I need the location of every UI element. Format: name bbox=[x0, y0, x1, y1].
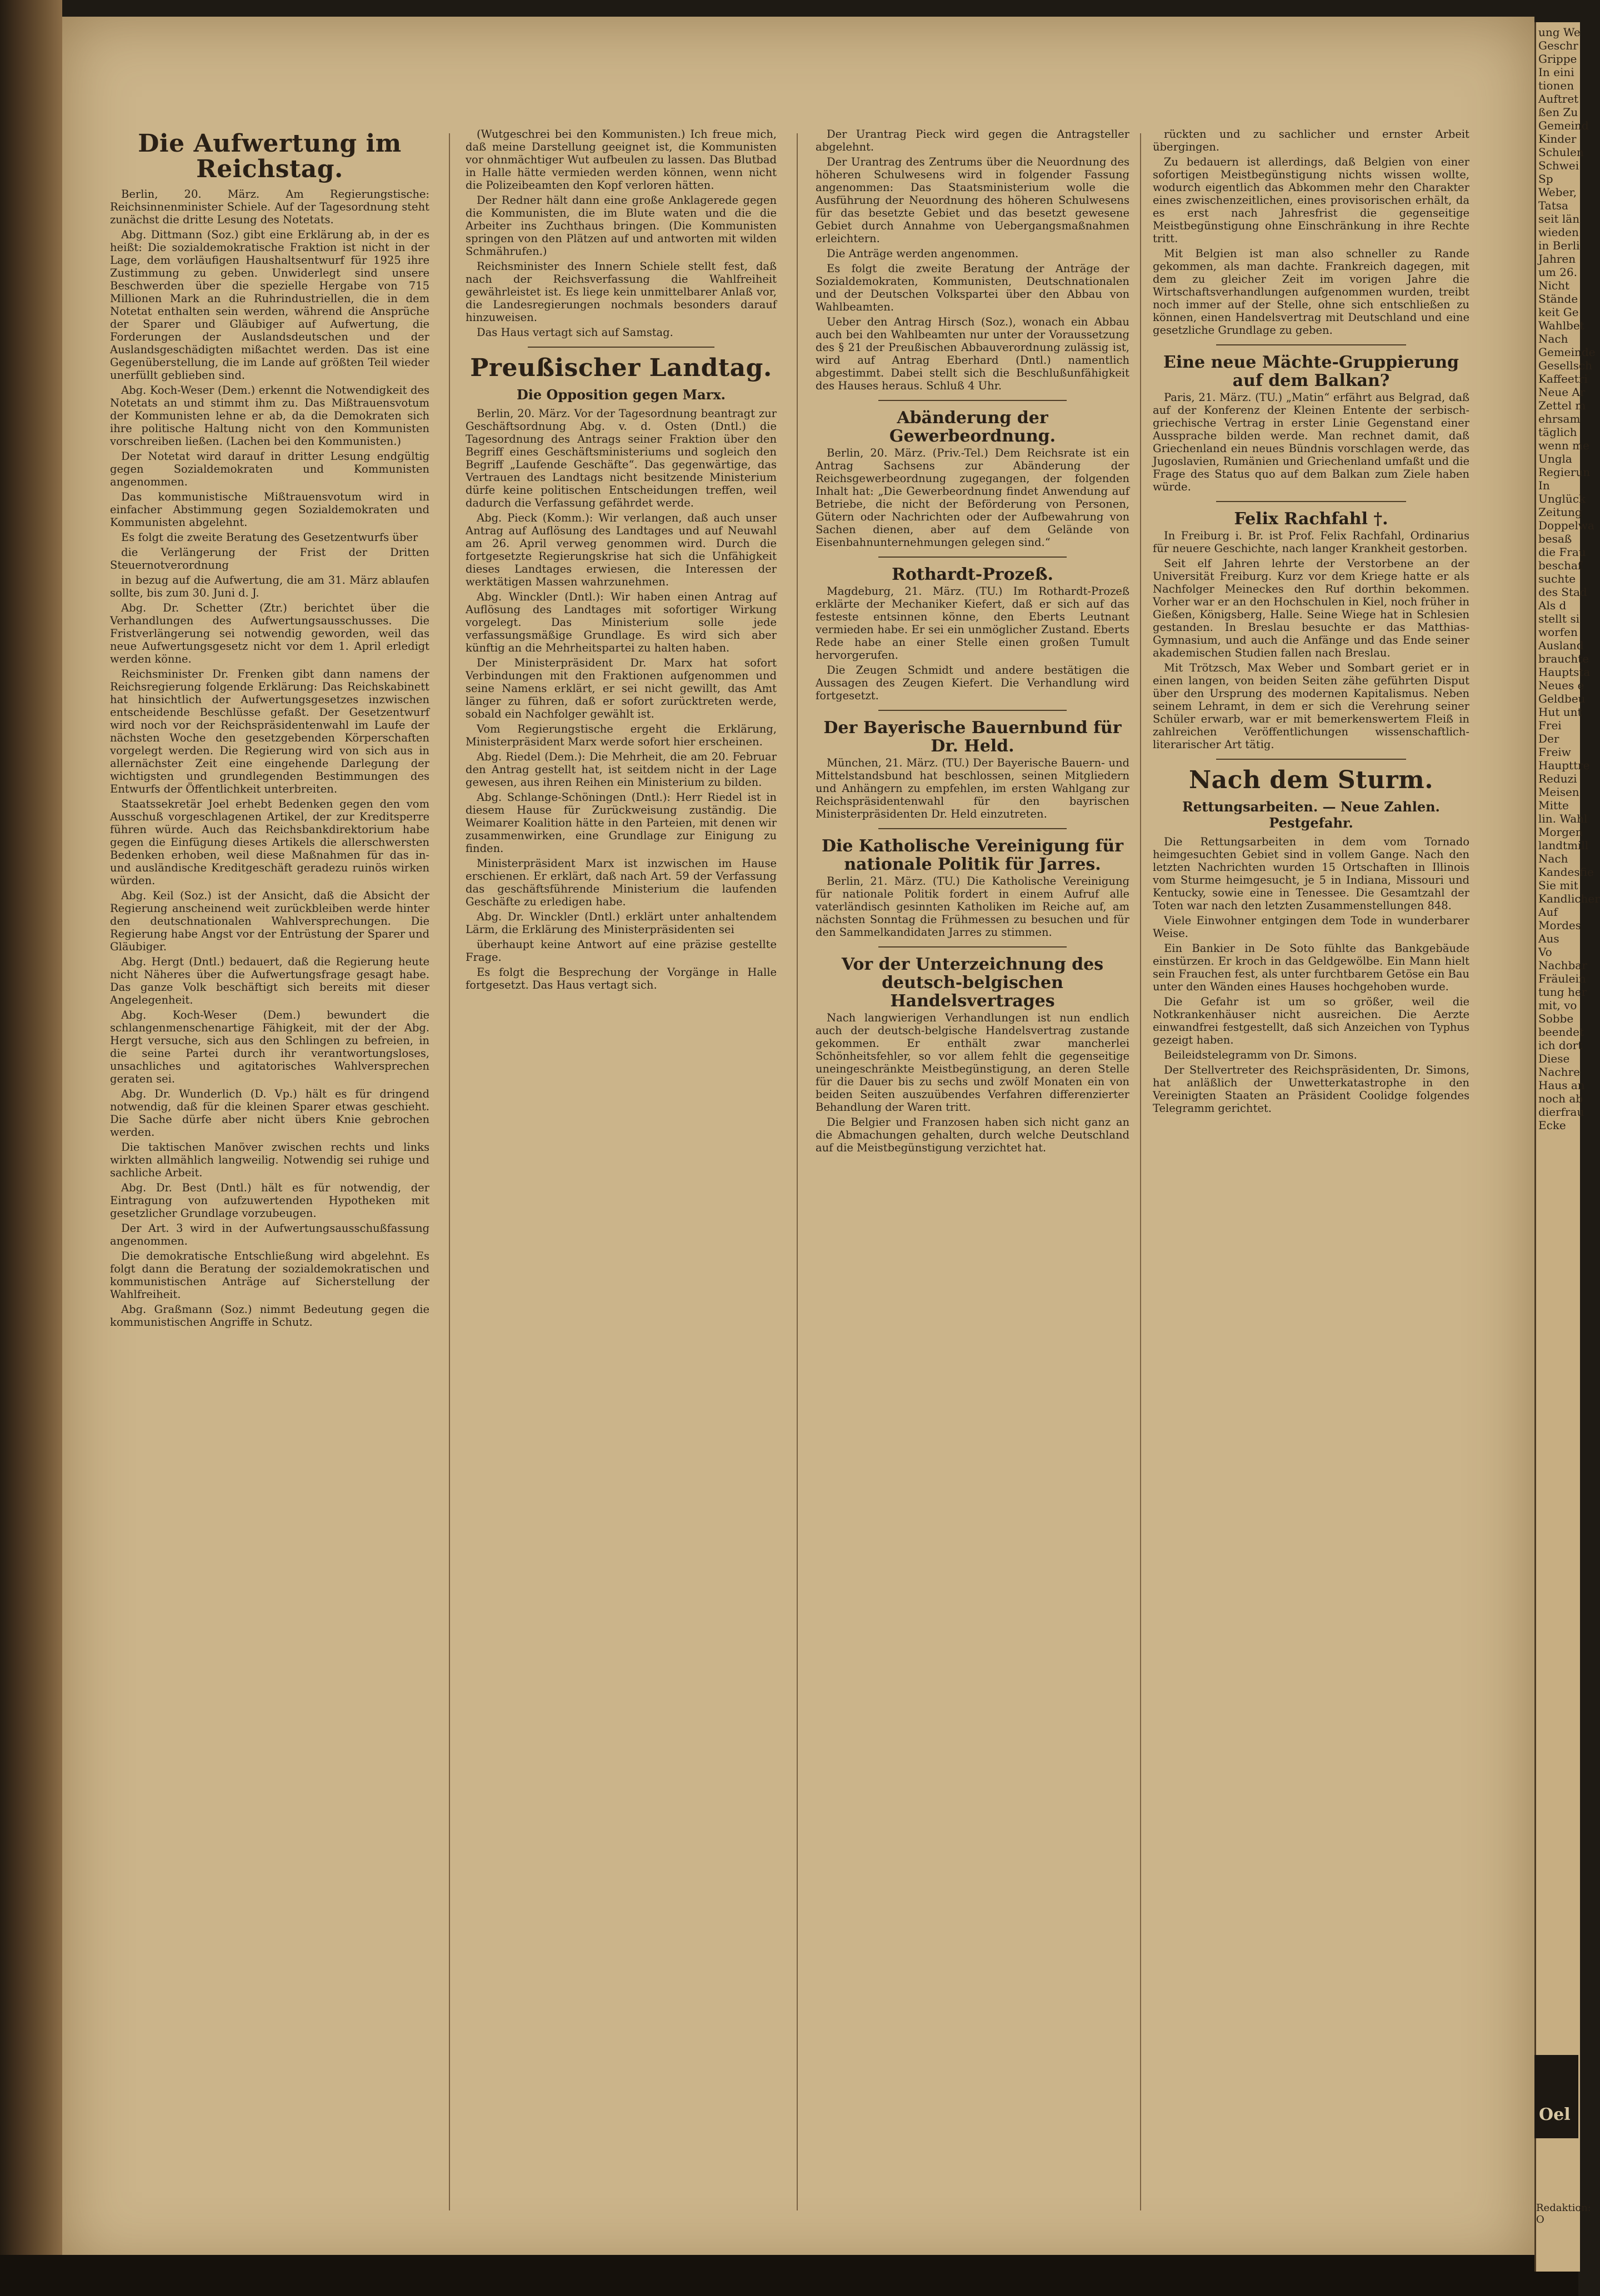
strip-line: mit, vo bbox=[1538, 999, 1577, 1012]
article-rachfahl bbox=[1153, 529, 1469, 751]
strip-line: In bbox=[1538, 479, 1550, 492]
paragraph: die Verlängerung der Frist der Dritten Steuernotverordnung bbox=[110, 546, 429, 572]
strip-line: suchte bbox=[1538, 572, 1576, 585]
paragraph: Das Haus vertagt sich auf Samstag. bbox=[477, 326, 673, 339]
paragraph: Es folgt die zweite Beratung des Gesetzentwurfs über bbox=[121, 531, 418, 544]
strip-line: Kaffeetri bbox=[1538, 372, 1588, 385]
headline-handelsvertrag: Vor der Unterzeichnung des deutsch-belgischen Handelsvertrages bbox=[841, 955, 1104, 1011]
divider bbox=[1216, 501, 1406, 502]
headline-balkan: Eine neue Mächte-Gruppierung auf dem Balkan? bbox=[1163, 353, 1459, 390]
strip-line: worfen bbox=[1538, 625, 1578, 639]
paragraph: Beileidstelegramm von Dr. Simons. bbox=[1164, 1049, 1357, 1062]
paragraph: Mit Trötzsch, Max Weber und Sombart geriet er in einen langen, von beiden Seiten zähe geführten Disput über den Ursprung des modernen Kapitalismus. Neben seinem Lehramt, in dem er sich die Verehrung seiner Schüler erwarb, war er mit bemerkenswertem Fleiß in zahlreichen Veröffentlichungen wissenschaftlich-literarischer Art tätig. bbox=[1153, 661, 1469, 751]
article-rothardt bbox=[816, 585, 1129, 702]
paragraph: Die demokratische Entschließung wird abgelehnt. Es folgt dann die Beratung der sozialdemokratischen und kommunistischen Anträge auf Sicherstellung der Wahlfreiheit. bbox=[110, 1250, 429, 1301]
strip-line: Weber, bbox=[1538, 186, 1577, 199]
column-4-top-text bbox=[1153, 128, 1469, 337]
paragraph: Vom Regierungstische ergeht die Erklärung, Ministerpräsident Marx werde sofort hier erscheinen. bbox=[466, 723, 777, 749]
column-2 bbox=[466, 128, 777, 2227]
strip-line: Fräulein bbox=[1538, 972, 1586, 985]
strip-line: ßen Zu bbox=[1538, 106, 1578, 119]
article-sturm bbox=[1153, 835, 1469, 1115]
advertisement-box bbox=[1534, 2055, 1578, 2138]
strip-line: Gemeinde bbox=[1538, 345, 1596, 359]
paragraph: Abg. Koch-Weser (Dem.) erkennt die Notwendigkeit des Notetats an und stimmt ihm zu. Das Mißtrauensvotum der Kommunisten lehne er ab, da die Demokraten sich ihre politische Haltung nicht von den Kommunisten vorschreiben ließen. (Lachen bei den Kommunisten.) bbox=[110, 384, 429, 448]
adjacent-page-strip bbox=[1534, 22, 1600, 2272]
paragraph: Abg. Koch-Weser (Dem.) bewundert die schlangenmenschenartige Fähigkeit, mit der der Abg. Hergt versuche, sich aus den Schlingen zu befreien, in die seine Partei durch ihr verantwortungsloses, unsachliches und agitatorisches Wahlversprechen geraten sei. bbox=[110, 1009, 429, 1086]
adjacent-page-footer: Redaktion: O bbox=[1536, 2202, 1591, 2225]
strip-line: Haus an bbox=[1538, 1079, 1585, 1092]
strip-line: Jahren bbox=[1538, 252, 1576, 265]
paragraph: Die Belgier und Franzosen haben sich nicht ganz an die Abmachungen gehalten, durch welche Deutschland auf die Meistbegünstigung verzichtet hat. bbox=[816, 1116, 1129, 1154]
paragraph: Nach langwierigen Verhandlungen ist nun endlich auch der deutsch-belgische Handelsvertrag zustande gekommen. Er enthält zwar mancherlei Schönheitsfehler, so vor allem fehlt die gegenseitige uneingeschränkte Meistbegünstigung, an deren Stelle für die Dauer bis zu sechs und zwölf Monaten ein von beiden Seiten auszuübendes Verfahren differenzierter Behandlung der Waren tritt. bbox=[816, 1011, 1129, 1114]
paragraph: Berlin, 20. März. (Priv.-Tel.) Dem Reichsrate ist ein Antrag Sachsens zur Abänderung der Reichsgewerbeordnung zugegangen, der folgenden Inhalt hat: „Die Gewerbeordnung findet Anwendung auf Betriebe, die nicht der Beförderung von Personen, Gütern oder Nachrichten oder der Aufbewahrung von Sachen dienen, aber auf dem Gelände von Eisenbahnunternehmungen gelegen sind.“ bbox=[816, 447, 1129, 549]
paragraph: Abg. Hergt (Dntl.) bedauert, daß die Regierung heute nicht Näheres über die Aufwertungsfrage gesagt habe. Das ganze Volk beschäftigt sich bereits mit dieser Angelegenheit. bbox=[110, 955, 429, 1007]
column-2-text bbox=[466, 407, 777, 991]
strip-line: wenn me bbox=[1538, 439, 1589, 452]
paragraph: Abg. Dr. Wunderlich (D. Vp.) hält es für dringend notwendig, daß für die kleinen Sparer etwas geschieht. Die Sache dürfe aber nicht übers Knie gebrochen werden. bbox=[110, 1087, 429, 1139]
divider bbox=[878, 946, 1067, 948]
column-1-text bbox=[110, 188, 429, 1329]
strip-line: besaß bbox=[1538, 532, 1572, 545]
strip-line: Auf bbox=[1538, 905, 1558, 919]
divider bbox=[878, 828, 1067, 829]
strip-line: Gesellsch bbox=[1538, 359, 1593, 372]
headline-aufwertung: Die Aufwertung im Reichstag. bbox=[138, 129, 402, 184]
paragraph: rückten und zu sachlicher und ernster Arbeit übergingen. bbox=[1153, 128, 1469, 153]
strip-line: landtmill bbox=[1538, 839, 1589, 852]
strip-line: Nachbar bbox=[1538, 959, 1587, 972]
strip-line: Aus bbox=[1538, 932, 1559, 945]
strip-line: Kandesfie bbox=[1538, 865, 1594, 879]
strip-line: Regierun bbox=[1538, 465, 1591, 479]
paragraph: Staatssekretär Joel erhebt Bedenken gegen den vom Ausschuß vorgeschlagenen Artikel, der zur Kreditsperre führen würde. Auch das Reichsbankdirektorium habe gegen die Einfügung dieses Artikels die allerschwersten Bedenken erhoben, weil diese Maßnahmen für das in- und ausländische Kreditgeschäft geradezu ruinös wirken würden. bbox=[110, 798, 429, 888]
headline-bauernbund: Der Bayerische Bauernbund für Dr. Held. bbox=[823, 718, 1122, 756]
strip-line: tung her bbox=[1538, 985, 1587, 999]
paragraph: Abg. Dittmann (Soz.) gibt eine Erklärung ab, in der es heißt: Die sozialdemokratische Fraktion ist nicht in der Lage, dem vorläufigen Haushaltsentwurf für 1925 ihre Zustimmung zu geben. Unwiderlegt sind unsere Beschwerden über die spezielle Hergabe von 715 Millionen Mark an die Ruhrindustriellen, die in dem Notetat enthalten sein werden, während die Ansprüche der Sparer und Gläubiger auf Aufwertung, die Forderungen der Auslandsdeutschen und der Auslandsgeschädigten mißachtet werden. Das ist eine Gegenüberstellung, die im Lande auf größten Teil wieder unerfüllt geblieben sind. bbox=[110, 228, 429, 382]
strip-line: seit län bbox=[1538, 212, 1580, 225]
divider bbox=[1216, 344, 1406, 345]
divider bbox=[878, 400, 1067, 401]
paragraph: Der Notetat wird darauf in dritter Lesung endgültig gegen Sozialdemokraten und Kommunisten angenommen. bbox=[110, 450, 429, 489]
subhead-opposition: Die Opposition gegen Marx. bbox=[516, 387, 726, 403]
strip-line: stellt si bbox=[1538, 612, 1579, 625]
strip-line: Nach bbox=[1538, 332, 1568, 345]
paragraph: überhaupt keine Antwort auf eine präzise gestellte Frage. bbox=[466, 938, 777, 964]
paragraph: Magdeburg, 21. März. (TU.) Im Rothardt-Prozeß erklärte der Mechaniker Kiefert, daß er sich auf das festeste entsinnen könne, den Eberts Leutnant vermieden habe. Er sei ein unmöglicher Zustand. Eberts Rede habe an einer Stelle einen großen Tumult hervorgerufen. bbox=[816, 585, 1129, 661]
strip-line: ehrsam bbox=[1538, 412, 1581, 425]
paragraph: Zu bedauern ist allerdings, daß Belgien von einer sofortigen Meistbegünstigung nichts wissen wollte, wodurch eigentlich das Abkommen mehr den Charakter eines zwischenzeitlichen, eines provisorischen erhält, da es erst nach Jahresfrist die gegenseitige Meistbegünstigung ohne Einschränkung in ihre Rechte tritt. bbox=[1153, 156, 1469, 245]
paragraph: Ueber den Antrag Hirsch (Soz.), wonach ein Abbau auch bei den Wahlbeamten nur unter der Voraussetzung des § 21 der Preußischen Abbauverordnung zulässig ist, wird auf Antrag Eberhard (Dntl.) namentlich abgestimmt. Dabei stellt sich die Beschlußunfähigkeit des Hauses heraus. Schluß 4 Uhr. bbox=[816, 315, 1129, 392]
strip-line: ung We bbox=[1538, 26, 1581, 39]
strip-line: Der bbox=[1538, 732, 1559, 745]
strip-line: ich dort bbox=[1538, 1039, 1583, 1052]
paragraph: Der Urantrag des Zentrums über die Neuordnung des höheren Schulwesens wird in folgender Fassung angenommen: Das Staatsministerium wolle die Ausführung der Neuordnung des höheren Schulwesens für das besetzte Gebiet und das besetzt gewesene Gebiet durch Annahme von Uebergangsmaßnahmen erleichtern. bbox=[816, 156, 1129, 245]
strip-line: Sobbe bbox=[1538, 1012, 1574, 1025]
strip-line: Geldbeu bbox=[1538, 692, 1586, 705]
column-rule-1 bbox=[449, 133, 450, 2210]
strip-line: brauchte bbox=[1538, 652, 1589, 665]
headline-landtag: Preußischer Landtag. bbox=[470, 354, 772, 382]
paragraph: Berlin, 21. März. (TU.) Die Katholische Vereinigung für nationale Politik fordert in einem Aufruf alle vaterländisch gesinnten Katholiken im Reiche auf, am nächsten Sonntag die Frühmessen zu besuchen und für den Sammelkandidaten Jarres zu stimmen. bbox=[816, 875, 1129, 939]
strip-line: dierfrau bbox=[1538, 1105, 1584, 1119]
strip-line: um 26. bbox=[1538, 265, 1578, 279]
headline-gewerbeordnung: Abänderung der Gewerbeordnung. bbox=[889, 408, 1056, 446]
paragraph: Der Redner hält dann eine große Anklagerede gegen die Kommunisten, die im Blute waten und die die Arbeiter ins Zuchthaus bringen. (Die Kommunisten springen von den Plätzen auf und antworten mit wilden Schmährufen.) bbox=[466, 194, 777, 258]
strip-line: tionen bbox=[1538, 79, 1574, 92]
paragraph: Reichsminister Dr. Frenken gibt dann namens der Reichsregierung folgende Erklärung: Das Reichskabinett hat hinsichtlich der Aufwertungsgesetzes inzwischen entscheidende Beschlüsse gefaßt. Der Gesetzentwurf wird noch vor der Reichspräsidentenwahl im Laufe der nächsten Woche den gesetzgebenden Körperschaften vorgelegt werden. Die Regierung wird von sich aus in allernächster Zeit eine eingehende Darlegung der wichtigsten und grundlegenden Bestimmungen des Entwurfs der Öffentlichkeit unterbreiten. bbox=[110, 668, 429, 796]
strip-line: Vo bbox=[1538, 945, 1552, 959]
paragraph: Paris, 21. März. (TU.) „Matin“ erfährt aus Belgrad, daß auf der Konferenz der Kleinen Entente der serbisch-griechische Vertrag in erster Linie Gegenstand einer Aussprache bilden werde. Man rechnet damit, daß Griechenland ein neues Bündnis vorschlagen werde, das Jugoslavien, Rumänien und Griechenland umfaßt und die Frage des Status quo auf dem Balkan zum Ziele haben würde. bbox=[1153, 391, 1469, 493]
headline-rothardt: Rothardt-Prozeß. bbox=[892, 565, 1053, 584]
column-2-top-text bbox=[466, 128, 777, 339]
headline-rachfahl: Felix Rachfahl †. bbox=[1234, 509, 1388, 529]
paragraph: Abg. Dr. Best (Dntl.) hält es für notwendig, der Eintragung von aufzuwertenden Hypotheken mit gesetzlicher Grundlage vorzubeugen. bbox=[110, 1181, 429, 1220]
strip-line: beendet bbox=[1538, 1025, 1584, 1039]
paragraph: Seit elf Jahren lehrte der Verstorbene an der Universität Freiburg. Kurz vor dem Kriege hatte er als Nachfolger Meineckes den Ruf dorthin bekommen. Vorher war er an den Hochschulen in Kiel, noch früher in Gießen, Königsberg, Halle. Seine Wiege hat in Schlesien gestanden. In Breslau besuchte er das Matthias-Gymnasium, und auch die Anfänge und das Ende seiner akademischen Studien fallen nach Breslau. bbox=[1153, 557, 1469, 659]
divider bbox=[528, 347, 714, 348]
strip-line: Ausland bbox=[1538, 639, 1584, 652]
paragraph: Die taktischen Manöver zwischen rechts und links wirkten allmählich langweilig. Notwendig sei ruhige und sachliche Arbeit. bbox=[110, 1141, 429, 1180]
headline-katholische-vereinigung: Die Katholische Vereinigung für nationale Politik für Jarres. bbox=[821, 836, 1124, 874]
paragraph: In Freiburg i. Br. ist Prof. Felix Rachfahl, Ordinarius für neuere Geschichte, nach langer Krankheit gestorben. bbox=[1153, 529, 1469, 555]
paragraph: Abg. Winckler (Dntl.): Wir haben einen Antrag auf Auflösung des Landtages mit sofortiger Wirkung vorgelegt. Das Ministerium solle jede verfassungsmäßige Grundlage. Es wird sich aber künftig an die Mehrheitspartei zu halten haben. bbox=[466, 590, 777, 655]
strip-line: Mordes bbox=[1538, 919, 1581, 932]
strip-line: des Stad bbox=[1538, 585, 1587, 599]
column-rule-2 bbox=[797, 133, 798, 2210]
strip-line: keit Ge bbox=[1538, 305, 1579, 319]
paragraph: Der Ministerpräsident Dr. Marx hat sofort Verbindungen mit den Fraktionen aufgenommen und seine Namens erklärt, er sei nicht gewillt, das Amt länger zu führen, daß er sofort zurücktreten werde, sobald ein Nachfolger gewählt ist. bbox=[466, 656, 777, 721]
divider bbox=[1216, 759, 1406, 760]
strip-line: Nicht bbox=[1538, 279, 1570, 292]
adjacent-page-text bbox=[1536, 22, 1600, 1135]
article-handelsvertrag bbox=[816, 1011, 1129, 1154]
column-3 bbox=[816, 128, 1129, 2227]
article-balkan bbox=[1153, 391, 1469, 493]
strip-line: Doppelwa bbox=[1538, 519, 1594, 532]
column-1 bbox=[110, 128, 429, 2227]
paragraph: Abg. Pieck (Komm.): Wir verlangen, daß auch unser Antrag auf Auflösung des Landtages und auf Neuwahl am 26. April verweg genommen wird. Durch die fortgesetzte Regierungskrise hat sich die Unfähigkeit dieses Landtages erwiesen, die Interessen der werktätigen Massen wahrzunehmen. bbox=[466, 512, 777, 589]
advertisement-text: Oel bbox=[1539, 2105, 1571, 2124]
strip-line: Sie mit bbox=[1538, 879, 1578, 892]
strip-line: Grippe bbox=[1538, 52, 1577, 66]
headline-sturm: Nach dem Sturm. bbox=[1188, 766, 1434, 794]
strip-line: Auftret bbox=[1538, 92, 1579, 106]
strip-line: wieden bbox=[1538, 225, 1579, 239]
strip-line: Schwei bbox=[1538, 159, 1579, 172]
strip-line: Nach bbox=[1538, 852, 1568, 865]
paragraph: Die Gefahr ist um so größer, weil die Notkrankenhäuser nicht ausreichen. Die Aerzte einwandfrei festgestellt, daß sich Anzeichen von Typhus gezeigt haben. bbox=[1153, 995, 1469, 1047]
paragraph: Der Stellvertreter des Reichspräsidenten, Dr. Simons, hat anläßlich der Unwetterkatastrophe in den Vereinigten Staaten an Präsident Coolidge folgendes Telegramm gerichtet. bbox=[1153, 1064, 1469, 1115]
strip-line: Ecke bbox=[1538, 1119, 1566, 1132]
paragraph: Abg. Graßmann (Soz.) nimmt Bedeutung gegen die kommunistischen Angriffe in Schutz. bbox=[110, 1303, 429, 1329]
strip-line: Freiw bbox=[1538, 745, 1571, 759]
strip-line: Mitte bbox=[1538, 799, 1569, 812]
paragraph: Reichsminister des Innern Schiele stellt fest, daß nach der Reichsverfassung die Wahlfreiheit gewährleistet ist. Es liege kein unmittelbarer Anlaß vor, die Landesregierungen nochmals besonders darauf hinzuweisen. bbox=[466, 260, 777, 324]
paragraph: Mit Belgien ist man also schneller zu Rande gekommen, als man dachte. Frankreich dagegen, mit dem zu gleicher Zeit im vorigen Jahre die Wirtschaftsverhandlungen aufgenommen wurden, treibt noch immer auf der Stelle, ohne sich entschließen zu können, einen Handelsvertrag mit Deutschland und eine gesetzliche Grundlage zu geben. bbox=[1153, 247, 1469, 337]
column-3-top-text bbox=[816, 128, 1129, 392]
paragraph: Das kommunistische Mißtrauensvotum wird in einfacher Abstimmung gegen Sozialdemokraten und Kommunisten abgelehnt. bbox=[110, 490, 429, 529]
strip-line: Sp bbox=[1538, 172, 1553, 186]
paragraph: (Wutgeschrei bei den Kommunisten.) Ich freue mich, daß meine Darstellung geeignet ist, die Kommunisten vor ohnmächtiger Wut aufbeulen zu lassen. Das Blutbad in Halle hätte vermieden werden können, wenn nicht die Polizeibeamten den Kopf verloren hätten. bbox=[466, 128, 777, 192]
strip-line: Gemeind bbox=[1538, 119, 1589, 132]
strip-line: Als d bbox=[1538, 599, 1567, 612]
strip-line: noch ab bbox=[1538, 1092, 1583, 1105]
strip-line: Unglück bbox=[1538, 492, 1586, 505]
strip-line: In eini bbox=[1538, 66, 1574, 79]
divider bbox=[878, 557, 1067, 558]
strip-line: Stände bbox=[1538, 292, 1578, 305]
strip-line: Geschr bbox=[1538, 39, 1578, 52]
strip-line: Zettel m bbox=[1538, 399, 1586, 412]
paragraph: Der Art. 3 wird in der Aufwertungsausschußfassung angenommen. bbox=[110, 1222, 429, 1248]
strip-line: Tatsa bbox=[1538, 199, 1568, 212]
paragraph: Berlin, 20. März. Vor der Tagesordnung beantragt zur Geschäftsordnung Abg. v. d. Osten (Dntl.) die Tagesordnung des Antrags seiner Fraktion über den Begriff eines Geschäftsministeriums und sogleich den Begriff „Laufende Geschäfte“. Das gegenwärtige, das Vertrauen des Landtags nicht besitzende Ministerium dürfe keine politischen Entscheidungen treffen, weil dadurch die Verfassung gefährdet werde. bbox=[466, 407, 777, 510]
paragraph: Abg. Riedel (Dem.): Die Mehrheit, die am 20. Februar den Antrag gestellt hat, ist seitdem nicht in der Lage gewesen, aus ihren Reihen ein Ministerium zu bilden. bbox=[466, 750, 777, 789]
paragraph: Ministerpräsident Marx ist inzwischen im Hause erschienen. Er erklärt, daß nach Art. 59 der Verfassung das geschäftsführende Ministerium die laufenden Geschäfte zu erledigen habe. bbox=[466, 857, 777, 909]
book-binding bbox=[0, 0, 62, 2296]
strip-line: Hut unt bbox=[1538, 705, 1582, 719]
strip-line: Zeitung bbox=[1538, 505, 1582, 519]
strip-line: Kinder bbox=[1538, 132, 1577, 146]
strip-line: in Berli bbox=[1538, 239, 1580, 252]
strip-line: lin. Wahl bbox=[1538, 812, 1588, 825]
divider bbox=[878, 710, 1067, 711]
paragraph: Es folgt die zweite Beratung der Anträge der Sozialdemokraten, Kommunisten, Deutschnationalen und der Deutschen Volkspartei über den Abbau von Wahlbeamten. bbox=[816, 262, 1129, 313]
strip-line: Wahlbet bbox=[1538, 319, 1584, 332]
column-rule-3 bbox=[1140, 133, 1141, 2210]
paragraph: Ein Bankier in De Soto fühlte das Bankgebäude einstürzen. Er kroch in das Geldgewölbe. Ein Mann hielt sein Frauchen fest, als unter furchtbarem Getöse ein Bau unter den Wänden eines Hauses hochgehoben wurde. bbox=[1153, 942, 1469, 994]
strip-line: Ungla bbox=[1538, 452, 1572, 465]
column-4 bbox=[1153, 128, 1469, 2227]
strip-line: Neues e bbox=[1538, 679, 1584, 692]
strip-line: Reduzi bbox=[1538, 772, 1577, 785]
article-katholische-vereinigung bbox=[816, 875, 1129, 939]
article-bauernbund bbox=[816, 756, 1129, 820]
strip-line: beschaf bbox=[1538, 559, 1582, 572]
strip-line: Neue Ar bbox=[1538, 385, 1586, 399]
strip-line: Morgen bbox=[1538, 825, 1583, 839]
paragraph: München, 21. März. (TU.) Der Bayerische Bauern- und Mittelstandsbund hat beschlossen, seinen Mitgliedern und Anhängern zu empfehlen, im ersten Wahlgang zur Reichspräsidentenwahl für den bayrischen Ministerpräsidenten Dr. Held einzutreten. bbox=[816, 756, 1129, 820]
paragraph: Der Urantrag Pieck wird gegen die Antragsteller abgelehnt. bbox=[816, 128, 1129, 153]
paragraph: Abg. Keil (Soz.) ist der Ansicht, daß die Absicht der Regierung anscheinend weit zurückbleiben werde hinter den deutschnationalen Wahlversprechungen. Die Regierung habe Angst vor der Entrüstung der Sparer und Gläubiger. bbox=[110, 889, 429, 954]
strip-line: Nachre bbox=[1538, 1065, 1580, 1079]
page-bottom-shadow bbox=[0, 2255, 1578, 2296]
paragraph: Berlin, 20. März. Am Regierungstische: Reichsinnenminister Schiele. Auf der Tagesordnung steht zunächst die dritte Lesung des Notetats. bbox=[110, 188, 429, 227]
strip-line: Schulen bbox=[1538, 146, 1584, 159]
strip-line: täglich bbox=[1538, 425, 1577, 439]
paragraph: in bezug auf die Aufwertung, die am 31. März ablaufen sollte, bis zum 30. Juni d. J. bbox=[110, 574, 429, 600]
strip-line: Haupttre bbox=[1538, 759, 1590, 772]
paragraph: Die Zeugen Schmidt und andere bestätigen die Aussagen des Zeugen Kiefert. Die Verhandlung wird fortgesetzt. bbox=[816, 664, 1129, 702]
subhead-sturm: Rettungsarbeiten. — Neue Zahlen. Pestgefahr. bbox=[1182, 799, 1440, 831]
paragraph: Die Rettungsarbeiten in dem vom Tornado heimgesuchten Gebiet sind in vollem Gange. Nach den letzten Nachrichten wurden 15 Ortschaften in Illinois vom Sturme heimgesucht, je 5 in Indiana, Missouri und Kentucky, sowie eine in Tenessee. Die Gesamtzahl der Toten war nach den letzten Zusammenstellungen 848. bbox=[1153, 835, 1469, 913]
paragraph: Die Anträge werden angenommen. bbox=[827, 247, 1019, 260]
strip-line: Meisen bbox=[1538, 785, 1579, 799]
strip-line: die Frau bbox=[1538, 545, 1586, 559]
strip-line: Frei bbox=[1538, 719, 1562, 732]
strip-line: Kandlicher bbox=[1538, 892, 1600, 905]
paragraph: Viele Einwohner entgingen dem Tode in wunderbarer Weise. bbox=[1153, 914, 1469, 940]
paragraph: Abg. Dr. Schetter (Ztr.) berichtet über die Verhandlungen des Aufwertungsausschusses. Die Fristverlängerung sei notwendig geworden, weil das neue Aufwertungsgesetz nicht vor dem 1. April erledigt werden könne. bbox=[110, 601, 429, 666]
paragraph: Abg. Schlange-Schöningen (Dntl.): Herr Riedel ist in diesem Hause für Zurückweisung zuständig. Die Weimarer Koalition hätte in den Parteien, mit denen wir zusammenwirken, eine Grundlage zur Einigung zu finden. bbox=[466, 791, 777, 855]
paragraph: Es folgt die Besprechung der Vorgänge in Halle fortgesetzt. Das Haus vertagt sich. bbox=[466, 966, 777, 992]
article-gewerbeordnung bbox=[816, 447, 1129, 549]
paragraph: Abg. Dr. Winckler (Dntl.) erklärt unter anhaltendem Lärm, die Erklärung des Ministerpräsidenten sei bbox=[466, 910, 777, 936]
strip-line: Diese bbox=[1538, 1052, 1570, 1065]
strip-line: Hauptsta bbox=[1538, 665, 1591, 679]
